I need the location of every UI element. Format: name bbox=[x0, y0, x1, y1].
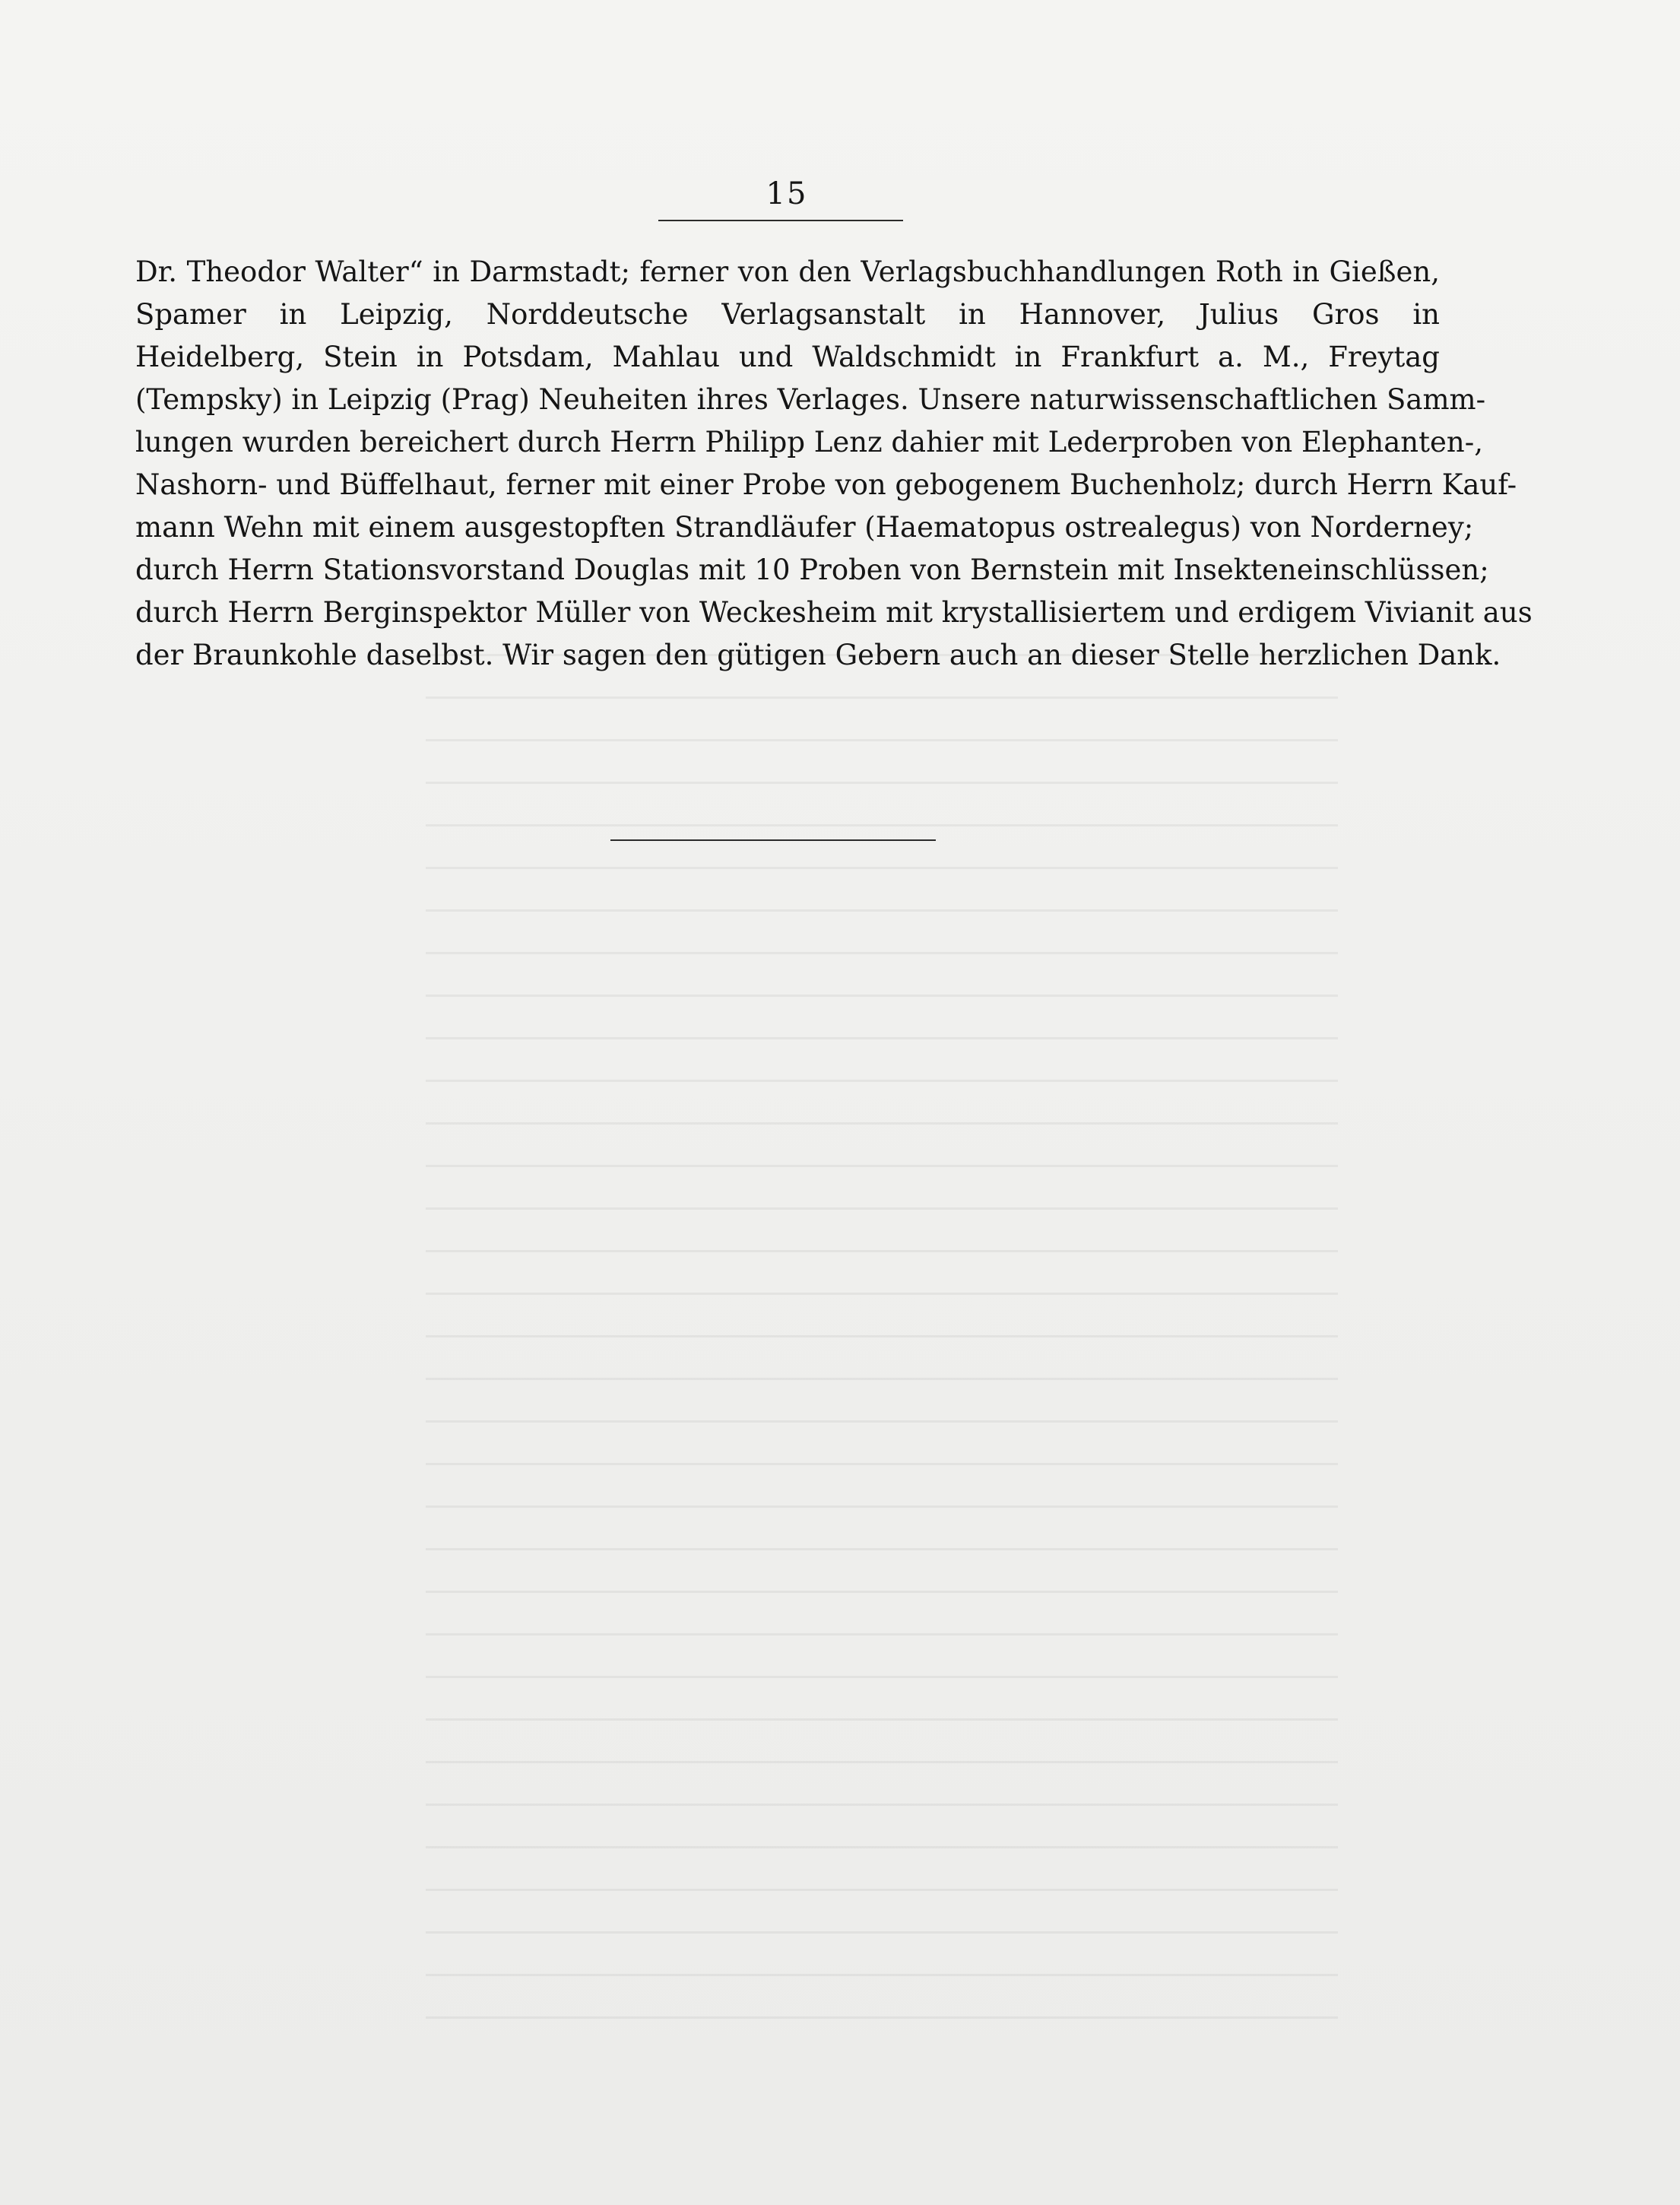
text-line: (Tempsky) in Leipzig (Prag) Neuheiten ihres Verlages. Unsere naturwissenschaftlichen Samm- bbox=[135, 383, 1486, 416]
reverse-side-show-through bbox=[426, 654, 1338, 2023]
section-end-rule bbox=[610, 839, 936, 841]
text-line: Spamer in Leipzig, Norddeutsche Verlagsanstalt in Hannover, Julius Gros in bbox=[135, 298, 1440, 331]
text-line: der Braunkohle daselbst. Wir sagen den gütigen Gebern auch an dieser Stelle herzlichen Dank. bbox=[135, 639, 1501, 671]
text-line: Dr. Theodor Walter“ in Darmstadt; ferner von den Verlagsbuchhandlungen Roth in Gießen, bbox=[135, 255, 1440, 288]
text-line: Heidelberg, Stein in Potsdam, Mahlau und Waldschmidt in Frankfurt a. M., Freytag bbox=[135, 341, 1440, 373]
text-line: lungen wurden bereichert durch Herrn Philipp Lenz dahier mit Lederproben von Elephanten-, bbox=[135, 426, 1483, 458]
page-number: 15 bbox=[766, 176, 808, 211]
header-rule bbox=[658, 220, 903, 221]
text-line: durch Herrn Berginspektor Müller von Weckesheim mit krystallisiertem und erdigem Vivianit aus bbox=[135, 596, 1533, 629]
text-line: mann Wehn mit einem ausgestopften Strandläufer (Haematopus ostrealegus) von Norderney; bbox=[135, 511, 1474, 544]
text-line: Nashorn- und Büffelhaut, ferner mit einer Probe von gebogenem Buchenholz; durch Herrn Kauf- bbox=[135, 468, 1517, 501]
body-paragraph bbox=[135, 251, 1533, 677]
text-line: durch Herrn Stationsvorstand Douglas mit 10 Proben von Bernstein mit Insekteneinschlüssen; bbox=[135, 554, 1489, 586]
